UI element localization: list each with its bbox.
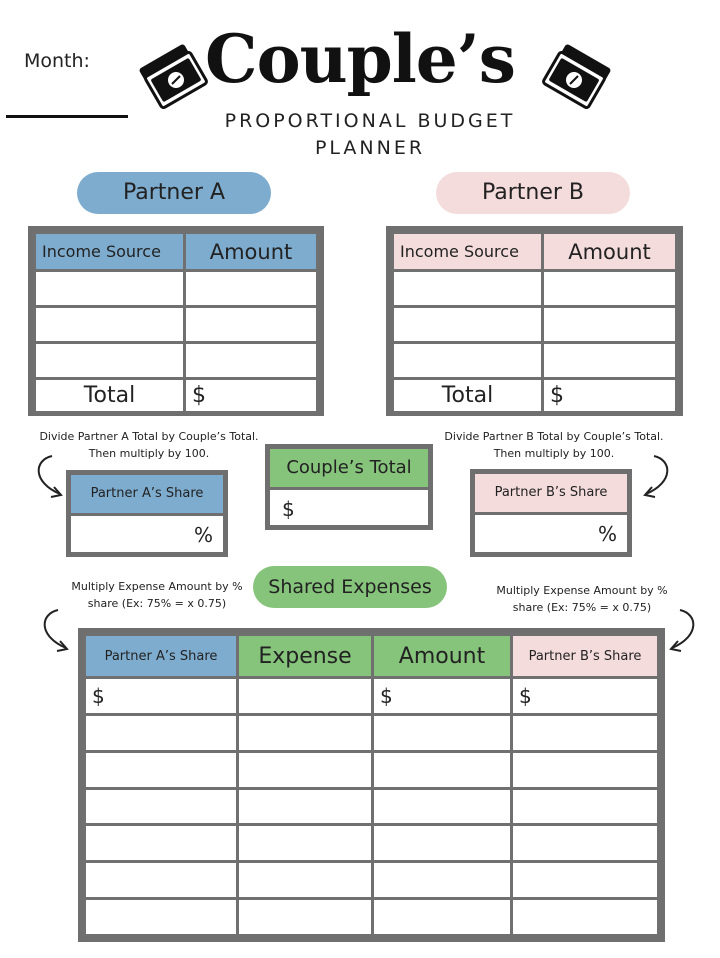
partner-b-share-cell[interactable] — [512, 862, 659, 899]
partner-b-label: Partner B — [436, 172, 630, 214]
shared-note-left: Multiply Expense Amount by % share (Ex: 75% = x 0.75) — [71, 580, 243, 610]
money-bills-icon — [536, 40, 616, 120]
partner-a-share-box — [66, 470, 228, 557]
partner-a-share-label: Partner A’s Share — [71, 475, 223, 516]
amount-cell[interactable] — [373, 899, 512, 936]
income-source-cell[interactable] — [35, 307, 185, 343]
partner-b-income-table — [386, 226, 683, 416]
expense-cell[interactable] — [238, 899, 373, 936]
expense-cell[interactable] — [238, 678, 373, 715]
total-value-cell[interactable]: $ — [185, 379, 318, 413]
amount-cell[interactable] — [373, 862, 512, 899]
partner-a-share-cell[interactable] — [85, 862, 238, 899]
partner-a-income-table — [28, 226, 324, 416]
amount-cell[interactable] — [373, 714, 512, 751]
couples-total-label: Couple’s Total — [270, 449, 428, 490]
month-label: Month: — [24, 50, 90, 72]
partner-b-share-label: Partner B’s Share — [475, 474, 627, 515]
total-value-cell[interactable]: $ — [543, 379, 677, 413]
curved-arrow-icon — [30, 452, 70, 502]
shared-note-right: Multiply Expense Amount by % share (Ex: 75% = x 0.75) — [496, 584, 668, 614]
col-partner-a-share: Partner A’s Share — [85, 635, 238, 678]
income-source-cell[interactable] — [393, 271, 543, 307]
total-label: Total — [393, 379, 543, 413]
partner-a-share-cell[interactable] — [85, 751, 238, 788]
income-source-cell[interactable] — [35, 271, 185, 307]
curved-arrow-icon — [636, 452, 676, 502]
partner-b-share-cell[interactable] — [512, 825, 659, 862]
amount-cell[interactable] — [373, 751, 512, 788]
amount-cell[interactable] — [373, 788, 512, 825]
page-title: Couple’s — [205, 20, 515, 98]
col-expense: Expense — [238, 635, 373, 678]
subtitle-line-1: PROPORTIONAL BUDGET — [224, 110, 516, 132]
partner-a-share-cell[interactable] — [85, 899, 238, 936]
couples-total-value[interactable]: $ — [282, 497, 295, 521]
amount-cell[interactable] — [373, 825, 512, 862]
amount-cell[interactable] — [185, 343, 318, 379]
expense-cell[interactable] — [238, 862, 373, 899]
partner-b-share-cell[interactable] — [512, 751, 659, 788]
amount-cell[interactable]: $ — [373, 678, 512, 715]
col-amount: Amount — [543, 233, 677, 271]
total-label: Total — [35, 379, 185, 413]
partner-b-share-cell[interactable] — [512, 714, 659, 751]
partner-a-share-cell[interactable] — [85, 825, 238, 862]
col-income-source: Income Source — [393, 233, 543, 271]
partner-b-share-cell[interactable] — [512, 899, 659, 936]
curved-arrow-icon — [36, 606, 76, 656]
partner-b-share-cell[interactable]: $ — [512, 678, 659, 715]
amount-cell[interactable] — [543, 343, 677, 379]
amount-cell[interactable] — [185, 271, 318, 307]
partner-a-label: Partner A — [77, 172, 271, 214]
curved-arrow-icon — [662, 606, 702, 656]
expense-cell[interactable] — [238, 751, 373, 788]
col-income-source: Income Source — [35, 233, 185, 271]
expense-cell[interactable] — [238, 714, 373, 751]
col-partner-b-share: Partner B’s Share — [512, 635, 659, 678]
couples-total-box — [265, 444, 433, 530]
col-amount: Amount — [185, 233, 318, 271]
income-source-cell[interactable] — [393, 343, 543, 379]
partner-b-share-box — [470, 469, 632, 557]
col-amount: Amount — [373, 635, 512, 678]
expense-cell[interactable] — [238, 788, 373, 825]
subtitle-line-2: PLANNER — [314, 137, 426, 159]
partner-b-share-note: Divide Partner B Total by Couple’s Total. Then multiply by 100. — [444, 430, 664, 460]
money-bills-icon — [134, 40, 214, 120]
partner-a-share-cell[interactable] — [85, 788, 238, 825]
income-source-cell[interactable] — [393, 307, 543, 343]
partner-a-share-value[interactable]: % — [193, 523, 213, 547]
partner-a-share-cell[interactable] — [85, 714, 238, 751]
income-source-cell[interactable] — [35, 343, 185, 379]
partner-b-share-cell[interactable] — [512, 788, 659, 825]
amount-cell[interactable] — [543, 307, 677, 343]
amount-cell[interactable] — [543, 271, 677, 307]
shared-expenses-label: Shared Expenses — [253, 566, 447, 608]
amount-cell[interactable] — [185, 307, 318, 343]
partner-a-share-note: Divide Partner A Total by Couple’s Total. Then multiply by 100. — [39, 430, 259, 460]
shared-expenses-table — [78, 628, 665, 942]
partner-a-share-cell[interactable]: $ — [85, 678, 238, 715]
expense-cell[interactable] — [238, 825, 373, 862]
partner-b-share-value[interactable]: % — [597, 522, 617, 546]
